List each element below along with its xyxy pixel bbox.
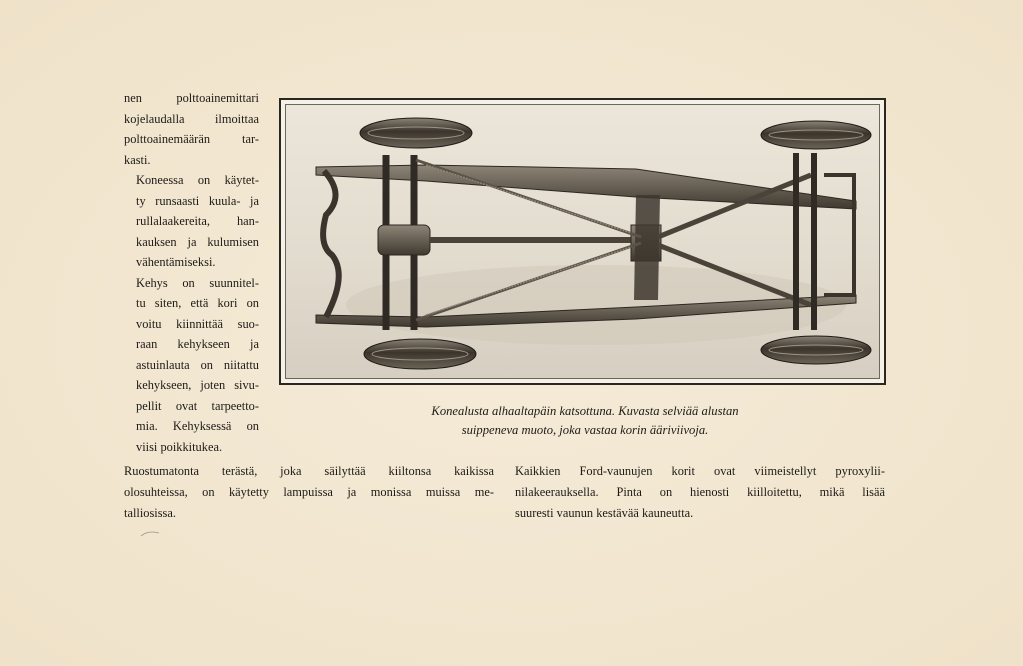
text-line: kojelaudalla ilmoittaa [124, 111, 259, 126]
text-line: nen polttoainemittari [124, 91, 259, 105]
pencil-mark [140, 528, 160, 538]
text-line: Ruostumatonta terästä, joka säilyttää kiiltonsa kaikissa [124, 464, 494, 478]
text-line: viisi poikkitukea. [136, 439, 223, 454]
text-line: vähentämiseksi. [136, 255, 216, 269]
text-line: suuresti vaunun kestävää kauneutta. [515, 506, 694, 520]
paragraph-frame [124, 273, 259, 458]
text-line: pellit ovat tarpeetto- [136, 398, 259, 413]
bottom-right-paragraph [515, 461, 885, 524]
text-line: olosuhteissa, on käytetty lampuissa ja monissa muissa me- [124, 485, 494, 499]
photo-caption [350, 402, 820, 440]
paragraph-bearings [124, 170, 259, 273]
text-line: raan kehykseen ja [136, 337, 259, 351]
text-line: talliosissa. [124, 506, 176, 520]
text-line: Kaikkien Ford-vaunujen korit ovat viimeistellyt pyroxylii- [515, 464, 885, 478]
text-line: kasti. [124, 152, 151, 167]
caption-line: Konealusta alhaaltapäin katsottuna. Kuvasta selviää alustan [431, 404, 739, 418]
caption-line: suippeneva muoto, joka vastaa korin ääriviivoja. [461, 423, 709, 437]
chassis-photo [279, 98, 886, 385]
text-line: mia. Kehyksessä on [136, 419, 259, 433]
text-line: Kehys on suunnitel- [136, 275, 259, 290]
text-line: rullalaakereita, han- [136, 214, 259, 228]
text-line: nilakeerauksella. Pinta on hienosti kiilloitettu, mikä lisää [515, 485, 885, 499]
left-text-column [124, 88, 259, 457]
text-line: tu siten, että kori on [136, 296, 259, 310]
text-line: kauksen ja kulumisen [136, 234, 259, 249]
bottom-left-paragraph [124, 461, 494, 524]
paragraph-fuel-gauge [124, 88, 259, 170]
chassis-illustration [286, 105, 879, 378]
text-line: astuinlauta on niitattu [136, 357, 259, 372]
text-line: polttoainemäärän tar- [124, 132, 259, 146]
text-line: ty runsaasti kuula- ja [136, 193, 259, 208]
text-line: kehykseen, joten sivu- [136, 378, 259, 392]
text-line: Koneessa on käytet- [136, 173, 259, 187]
text-line: voitu kiinnittää suo- [136, 316, 259, 331]
chassis-photo-inner [285, 104, 880, 379]
